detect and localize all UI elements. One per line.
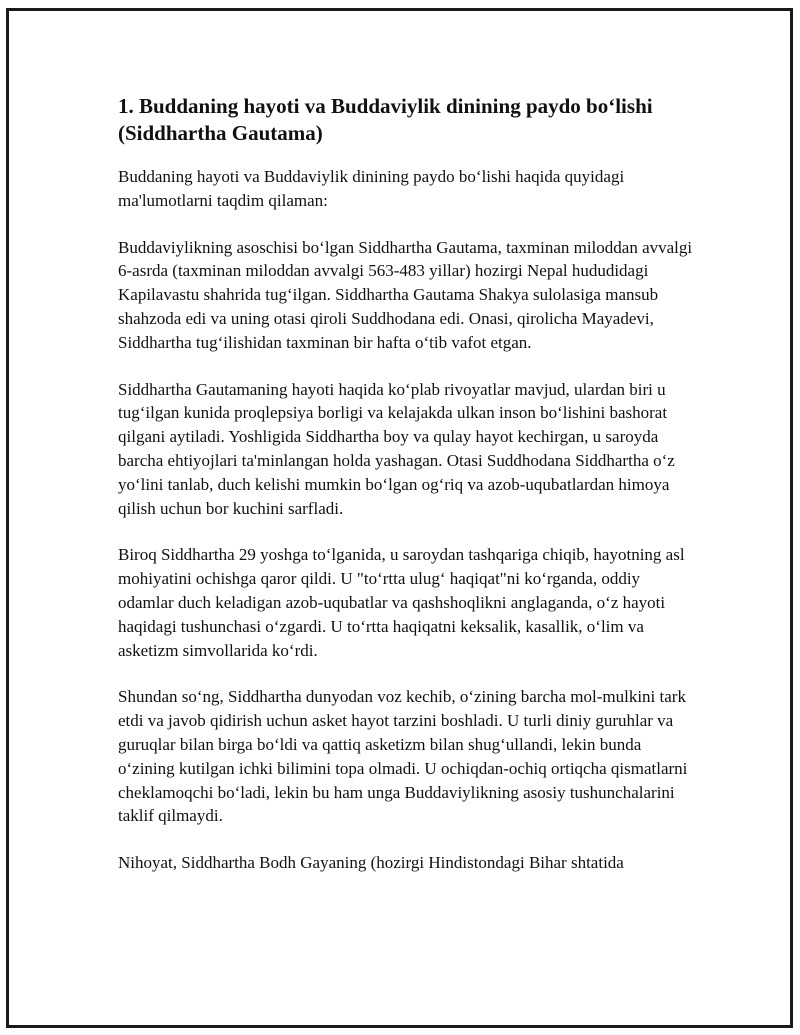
paragraph-youth: Siddhartha Gautamaning hayoti haqida ko‘plab rivoyatlar mavjud, ulardan biri u tug‘ilgan kunida proqlepsiya borligi va kelajakda ulkan inson bo‘lishini bashorat qilgani aytiladi. Yoshligida Siddhartha boy va qulay hayot kechirgan, u saroyda barcha ehtiyojlari ta'minlangan holda yashagan. Otasi Suddhodana Siddhartha o‘z yo‘lini tanlab, duch kelishi mumkin bo‘lgan og‘riq va azob-uqubatlardan himoya qilish uchun bor kuchini sarfladi. bbox=[118, 379, 675, 518]
document-body bbox=[118, 93, 698, 898]
paragraph-asceticism: Shundan so‘ng, Siddhartha dunyodan voz kechib, o‘zining barcha mol-mulkini tark etdi va javob qidirish uchun asket hayot tarzini boshladi. U turli diniy guruhlar va guruqlar bilan birga bo‘ldi va qattiq asketizm bilan shug‘ullandi, lekin bunda o‘zining kutilgan ichki bilimini topa olmadi. U ochiqdan-ochiq ortiqcha qismatlarni cheklamoqchi bo‘ladi, lekin bu ham unga Buddaviylikning asosiy tushunchalarini taklif qilmaydi. bbox=[118, 687, 688, 826]
paragraph-intro: Buddaning hayoti va Buddaviylik dinining paydo bo‘lishi haqida quyidagi ma'lumotlarni taqdim qilaman: bbox=[118, 167, 625, 210]
section-heading: 1. Buddaning hayoti va Buddaviylik dinining paydo bo‘lishi (Siddhartha Gautama) bbox=[118, 94, 653, 145]
paragraph-birth: Buddaviylikning asoschisi bo‘lgan Siddhartha Gautama, taxminan miloddan avvalgi 6-asrda (taxminan miloddan avvalgi 563-483 yillar) hozirgi Nepal hududidagi Kapilavastu shahrida tug‘ilgan. Siddhartha Gautama Shakya sulolasiga mansub shahzoda edi va uning otasi qiroli Suddhodana edi. Onasi, qirolicha Mayadevi, Siddhartha tug‘ilishidan taxminan bir hafta o‘tib vafot etgan. bbox=[118, 237, 693, 352]
paragraph-bodh-gaya: Nihoyat, Siddhartha Bodh Gayaning (hozirgi Hindistondagi Bihar shtatida bbox=[118, 853, 624, 873]
paragraph-four-truths: Biroq Siddhartha 29 yoshga to‘lganida, u saroydan tashqariga chiqib, hayotning asl mohiyatini ochishga qaror qildi. U "to‘rtta ulug‘ haqiqat"ni ko‘rganda, oddiy odamlar duch keladigan azob-uqubatlar va qashshoqlikni anglaganda, o‘z hayoti haqidagi tushunchasi o‘zgardi. U to‘rtta haqiqatni keksalik, kasallik, o‘lim va asketizm simvollarida ko‘rdi. bbox=[118, 545, 685, 660]
